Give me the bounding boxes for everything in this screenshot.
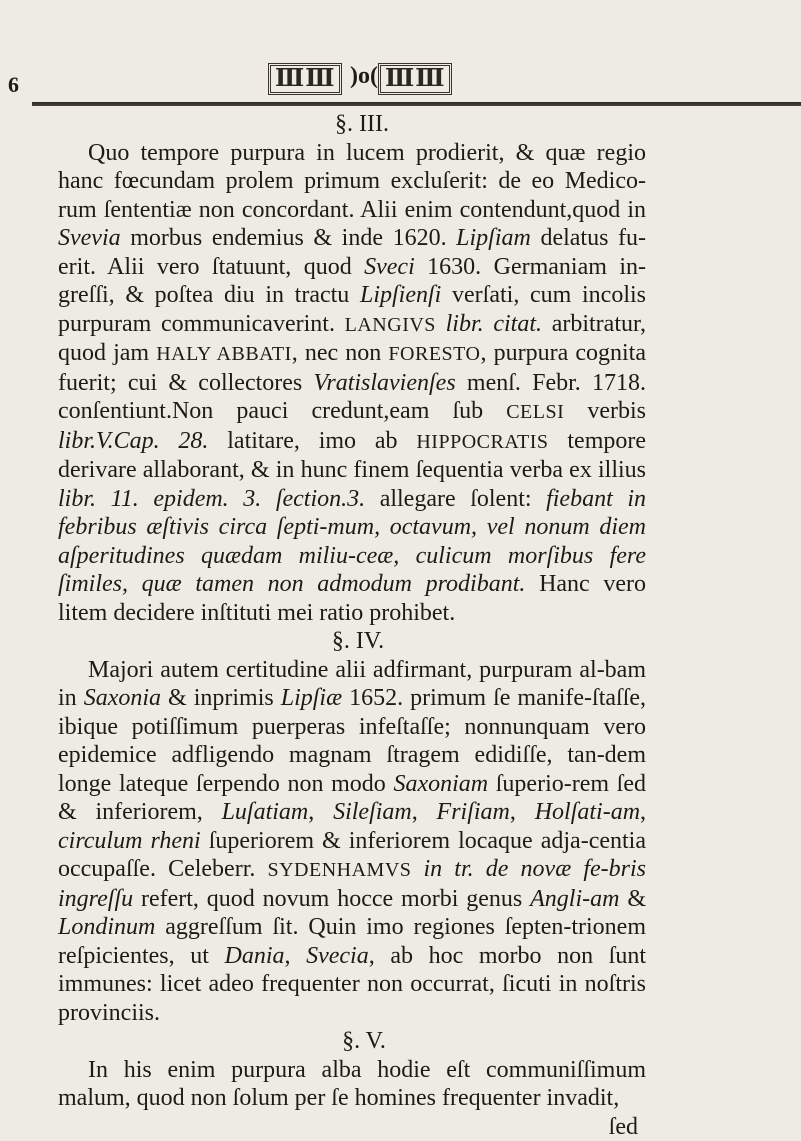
ornament-right: ⅢⅢ [378,63,452,95]
quotation: fiebant in febribus æſtivis circa ſepti-mum, octavum, vel nonum diem aſperitudines quædam miliu-ceæ, culicum morſibus fere ſimiles, quæ tamen non admodum prodibant. [58,486,646,598]
author-name: SYDENHAMVS [267,859,411,881]
author-name: HIPPOCRATIS [416,431,548,453]
author-name: FORESTO [388,343,480,365]
paragraph-4: Majori autem certitudine alii adfirmant, purpuram al-bam in Saxonia & inprimis Lipſiæ 1652. primum ſe manife-ſtaſſe, ibique potiſſimum puerperas infeſtaſſe; nonnunquam vero epidemice adfligendo magnam ſtragem edidiſſe, tan-dem longe lateque ſerpendo non modo Saxoniam ſuperio-rem ſed & inferiorem, Luſatiam, Sileſiam, Friſiam, Holſati-am, circulum rheni ſuperiorem & inferiorem locaque adja-centia occupaſſe. Celeberr. SYDENHAMVS in tr. de novæ fe-bris ingreſſu refert, quod novum hocce morbi genus Angli-am & Londinum aggreſſum ſit. Quin imo regiones ſepten-trionem reſpicientes, ut Dania, Svecia, ab hoc morbo non ſunt immunes: licet adeo frequenter non occurrat, ſicuti in noſtris provinciis. [58,656,646,1028]
section-heading-4: §. IV. [58,627,646,656]
paragraph-5: In his enim purpura alba hodie eſt communiſſimum malum, quod non ſolum per ſe homines frequenter invadit, [58,1056,646,1113]
ornament-center: )o( [350,63,378,90]
section-heading-5: §. V. [58,1027,646,1056]
ornament-left: ⅢⅢ [268,63,342,95]
body-text [58,110,646,1141]
catchword: ſed [58,1113,646,1141]
header-rule [32,102,801,106]
section-heading-3: §. III. [58,110,646,139]
author-name: CELSI [506,401,564,423]
page-number: 6 [8,72,19,98]
paragraph-3: Quo tempore purpura in lucem prodierit, & quæ regio hanc fœcundam prolem primum excluſerit: de eo Medico-rum ſententiæ non concordant. Alii enim contendunt,quod in Svevia morbus endemius & inde 1620. Lipſiam delatus fu-erit. Alii vero ſtatuunt, quod Sveci 1630. Germaniam in-greſſi, & poſtea diu in tractu Lipſienſi verſati, cum incolis purpuram communicaverint. LANGIVS libr. citat. arbitratur, quod jam HALY ABBATI, nec non FORESTO, purpura cognita fuerit; cui & collectores Vratislavienſes menſ. Febr. 1718. conſentiunt.Non pauci credunt,eam ſub CELSI verbis libr.V.Cap. 28. latitare, imo ab HIPPOCRATIS tempore derivare allaborant, & in hunc finem ſequentia verba ex illius libr. 11. epidem. 3. ſection.3. allegare ſolent: fiebant in febribus æſtivis circa ſepti-mum, octavum, vel nonum diem aſperitudines quædam miliu-ceæ, culicum morſibus fere ſimiles, quæ tamen non admodum prodibant. Hanc vero litem decidere inſtituti mei ratio prohibet. [58,139,646,628]
page-header [0,58,801,110]
author-name: HALY ABBATI [156,343,292,365]
author-name: LANGIVS [345,314,436,336]
